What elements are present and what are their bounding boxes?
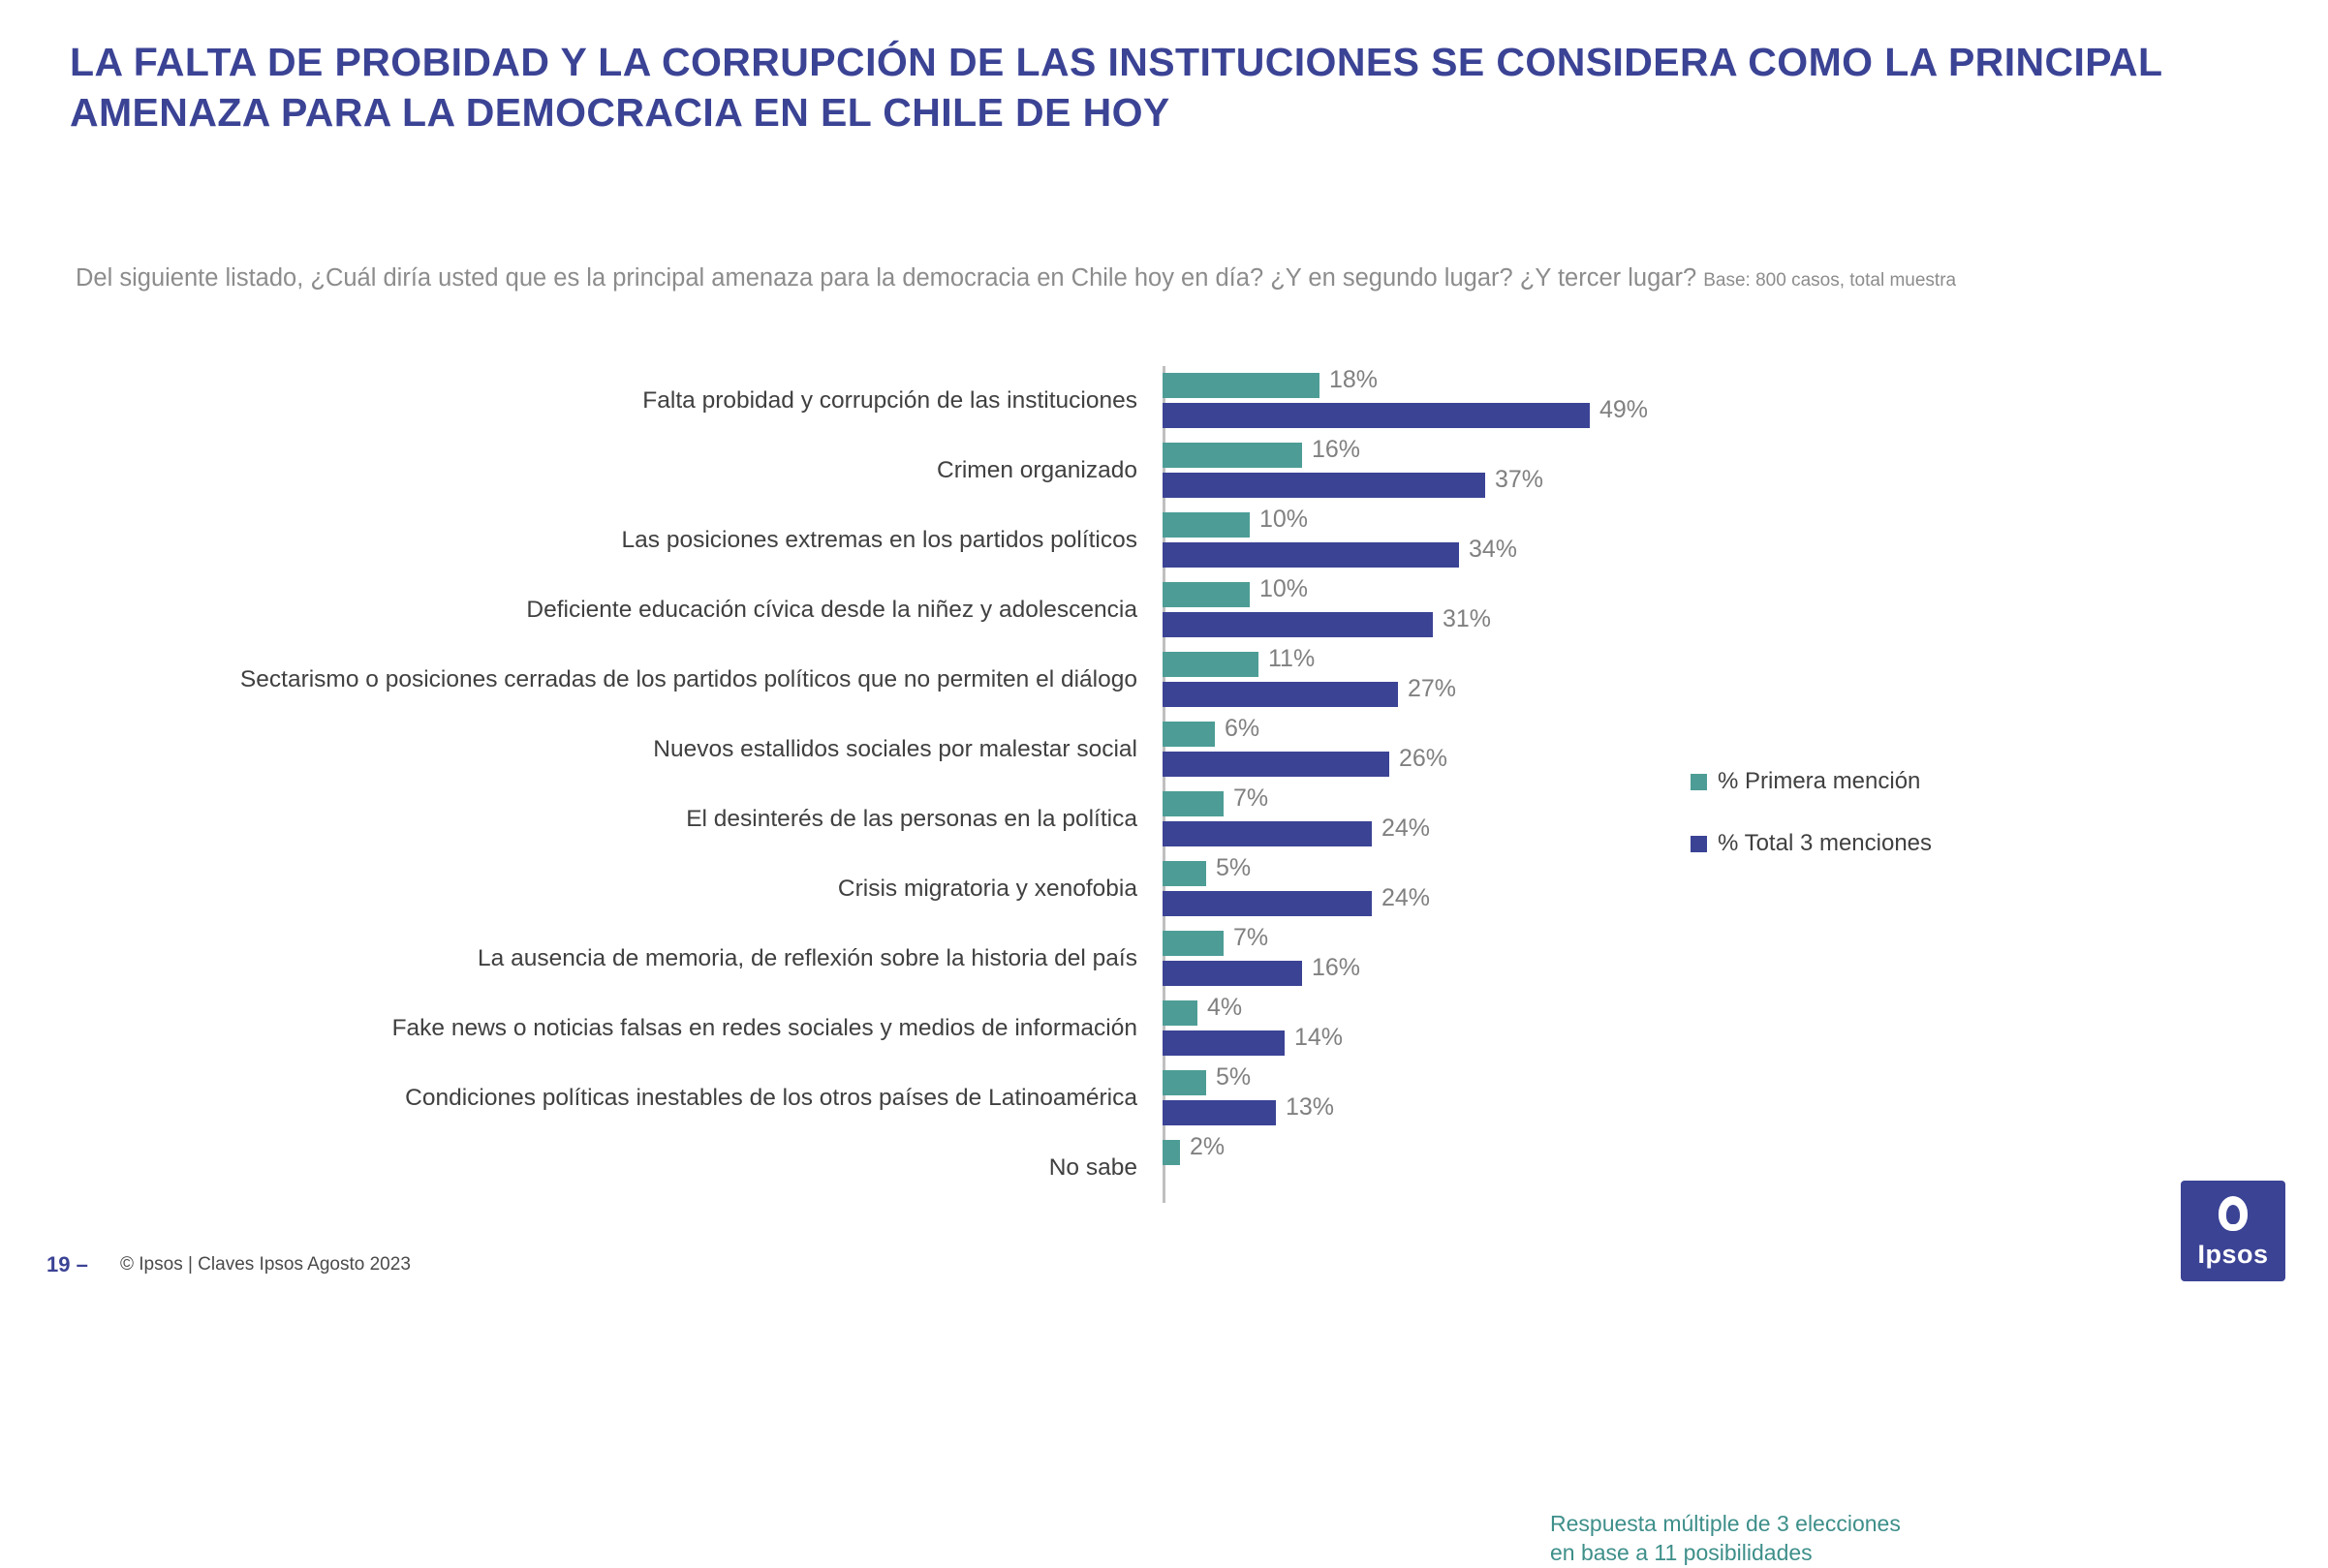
bar-value-label: 4% [1207,994,1243,1021]
category-label: Las posiciones extremas en los partidos políticos [621,527,1137,554]
bar-value-label: 7% [1233,784,1269,812]
legend-label-total: % Total 3 menciones [1718,830,1933,856]
bar-group [1163,994,1841,1063]
bar-total-menciones [1163,612,1433,637]
bar-value-label: 5% [1216,854,1252,881]
category-label: Nuevos estallidos sociales por malestar social [653,736,1137,763]
bar-value-label: 27% [1408,675,1457,702]
bar-total-menciones [1163,403,1590,428]
legend-item-first[interactable] [1691,768,1932,795]
bar-value-label: 7% [1233,924,1269,951]
bar-value-label: 16% [1312,436,1361,463]
bar-first-mencion [1163,1140,1180,1165]
bar-total-menciones [1163,473,1485,498]
bar-first-mencion [1163,791,1224,816]
bar-group [1163,645,1841,715]
bar-value-label: 16% [1312,954,1361,981]
category-label: Condiciones políticas inestables de los otros países de Latinoamérica [405,1085,1137,1112]
category-label: Fake news o noticias falsas en redes sociales y medios de información [391,1015,1137,1042]
chart-row [0,854,1841,924]
bar-first-mencion [1163,1070,1206,1095]
bar-total-menciones [1163,961,1302,986]
subtitle-question: Del siguiente listado, ¿Cuál diría usted que es la principal amenaza para la democracia en Chile hoy en día? ¿Y en segundo lugar? ¿Y tercer lugar? [76,264,1697,292]
category-label: No sabe [1048,1154,1137,1182]
category-label: La ausencia de memoria, de reflexión sobre la historia del país [478,945,1137,972]
category-label: Falta probidad y corrupción de las instituciones [642,387,1137,415]
chart-row [0,366,1841,436]
bar-value-label: 5% [1216,1063,1252,1091]
bar-group [1163,1063,1841,1133]
bar-group [1163,1133,1841,1203]
category-label: Sectarismo o posiciones cerradas de los partidos políticos que no permiten el diálogo [239,666,1137,693]
bar-total-menciones [1163,752,1389,777]
subtitle-base: Base: 800 casos, total muestra [1703,270,1957,291]
footer-credit: © Ipsos | Claves Ipsos Agosto 2023 [120,1254,411,1275]
page-title: LA FALTA DE PROBIDAD Y LA CORRUPCIÓN DE LAS INSTITUCIONES SE CONSIDERA COMO LA PRINCIPAL AMENAZA PARA LA DEMOCRACIA EN EL CHILE DE HOY [70,40,2162,136]
chart-row [0,994,1841,1063]
page-number: 19 – [47,1252,88,1276]
chart-row [0,1133,1841,1203]
bar-total-menciones [1163,891,1372,916]
bar-group [1163,366,1841,436]
category-label: Crimen organizado [937,457,1137,484]
legend-label-first: % Primera mención [1718,768,1921,794]
chart-row [0,436,1841,506]
chart-row [0,1063,1841,1133]
ipsos-logo [2181,1181,2285,1281]
chart-row [0,575,1841,645]
legend-swatch-icon [1691,836,1707,852]
chart-row [0,645,1841,715]
bar-value-label: 24% [1381,815,1431,842]
bar-group [1163,575,1841,645]
chart-note-line2: en base a 11 posibilidades [1550,1540,1813,1566]
bar-first-mencion [1163,582,1250,607]
chart-note [1550,1509,1901,1568]
bar-value-label: 26% [1399,745,1448,772]
bar-value-label: 13% [1286,1093,1335,1121]
bar-group [1163,924,1841,994]
bar-value-label: 10% [1259,575,1309,602]
bar-total-menciones [1163,682,1398,707]
bar-first-mencion [1163,652,1258,677]
bar-first-mencion [1163,722,1215,747]
ipsos-wordmark: Ipsos [2197,1240,2269,1269]
bar-total-menciones [1163,1030,1285,1056]
category-label: Crisis migratoria y xenofobia [837,876,1137,903]
bar-group [1163,436,1841,506]
bar-first-mencion [1163,1000,1197,1026]
chart-legend [1691,768,1932,892]
bar-value-label: 2% [1190,1133,1226,1160]
bar-total-menciones [1163,542,1459,568]
bar-value-label: 10% [1259,506,1309,533]
bar-value-label: 37% [1495,466,1544,493]
chart-note-line1: Respuesta múltiple de 3 elecciones [1550,1511,1901,1536]
legend-item-total[interactable] [1691,830,1932,857]
bar-first-mencion [1163,373,1319,398]
chart-rows [0,366,1841,1203]
category-label: Deficiente educación cívica desde la niñez y adolescencia [526,597,1137,624]
bar-value-label: 49% [1599,396,1649,423]
bar-value-label: 31% [1443,605,1492,632]
bar-total-menciones [1163,1100,1276,1125]
chart-row [0,506,1841,575]
bar-value-label: 18% [1329,366,1379,393]
chart-row [0,784,1841,854]
bar-first-mencion [1163,443,1302,468]
bar-value-label: 24% [1381,884,1431,911]
bar-first-mencion [1163,931,1224,956]
bar-value-label: 14% [1294,1024,1344,1051]
bar-first-mencion [1163,512,1250,538]
chart-row [0,924,1841,994]
bar-value-label: 34% [1469,536,1518,563]
subtitle [76,261,2275,294]
bar-value-label: 6% [1225,715,1260,742]
legend-swatch-icon [1691,774,1707,790]
chart-row [0,715,1841,784]
ipsos-mark-icon [2219,1196,2248,1231]
category-label: El desinterés de las personas en la política [686,806,1137,833]
bar-group [1163,506,1841,575]
bar-total-menciones [1163,821,1372,846]
bar-first-mencion [1163,861,1206,886]
bar-value-label: 11% [1268,645,1316,672]
